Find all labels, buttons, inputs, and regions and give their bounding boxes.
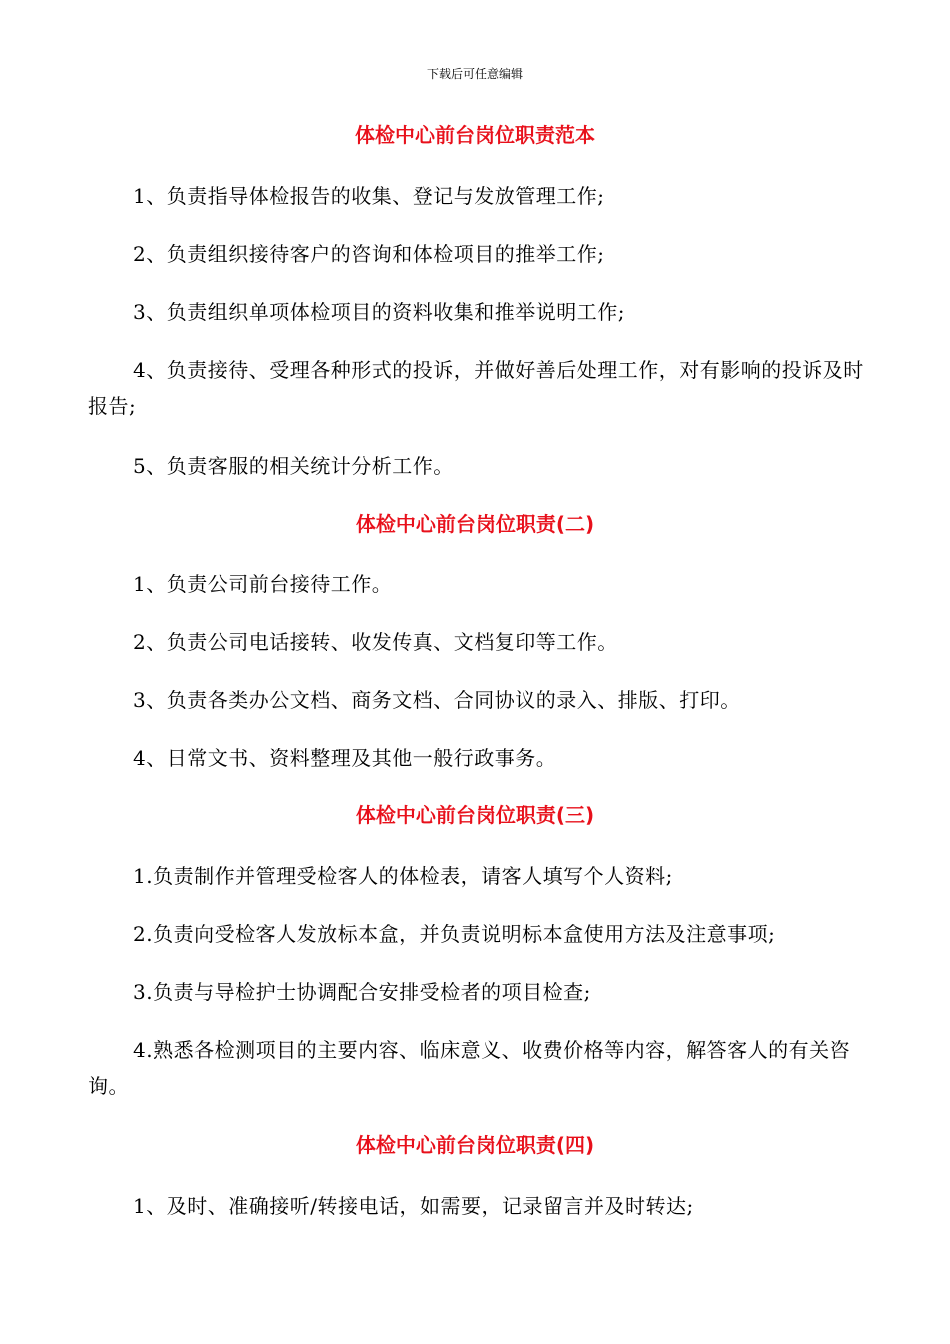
list-item: 1.负责制作并管理受检客人的体检表，请客人填写个人资料; [133, 864, 673, 888]
page-header: 下载后可任意编辑 [426, 67, 523, 81]
list-item: 2.负责向受检客人发放标本盒，并负责说明标本盒使用方法及注意事项; [133, 922, 776, 946]
list-item: 2、负责公司电话接转、收发传真、文档复印等工作。 [133, 630, 618, 654]
list-item: 5、负责客服的相关统计分析工作。 [133, 454, 454, 478]
list-item: 1、负责公司前台接待工作。 [133, 572, 393, 596]
list-item: 4、日常文书、资料整理及其他一般行政事务。 [133, 746, 557, 770]
list-item: 3、负责组织单项体检项目的资料收集和推举说明工作; [133, 300, 625, 324]
list-item: 3、负责各类办公文档、商务文档、合同协议的录入、排版、打印。 [133, 688, 741, 712]
section-title: 体检中心前台岗位职责范本 [355, 123, 595, 147]
section-title: 体检中心前台岗位职责(四) [355, 1133, 595, 1157]
list-item: 4、负责接待、受理各种形式的投诉，并做好善后处理工作，对有影响的投诉及时报告; [88, 358, 864, 418]
section-title: 体检中心前台岗位职责(三) [355, 803, 595, 827]
list-item: 2、负责组织接待客户的咨询和体检项目的推举工作; [133, 242, 605, 266]
section-title: 体检中心前台岗位职责(二) [355, 512, 595, 536]
list-item: 1、负责指导体检报告的收集、登记与发放管理工作; [133, 184, 605, 208]
list-item: 3.负责与导检护士协调配合安排受检者的项目检查; [133, 980, 591, 1004]
list-item: 4.熟悉各检测项目的主要内容、临床意义、收费价格等内容，解答客人的有关咨询。 [88, 1038, 851, 1098]
list-item: 1、及时、准确接听/转接电话，如需要，记录留言并及时转达; [133, 1194, 694, 1218]
